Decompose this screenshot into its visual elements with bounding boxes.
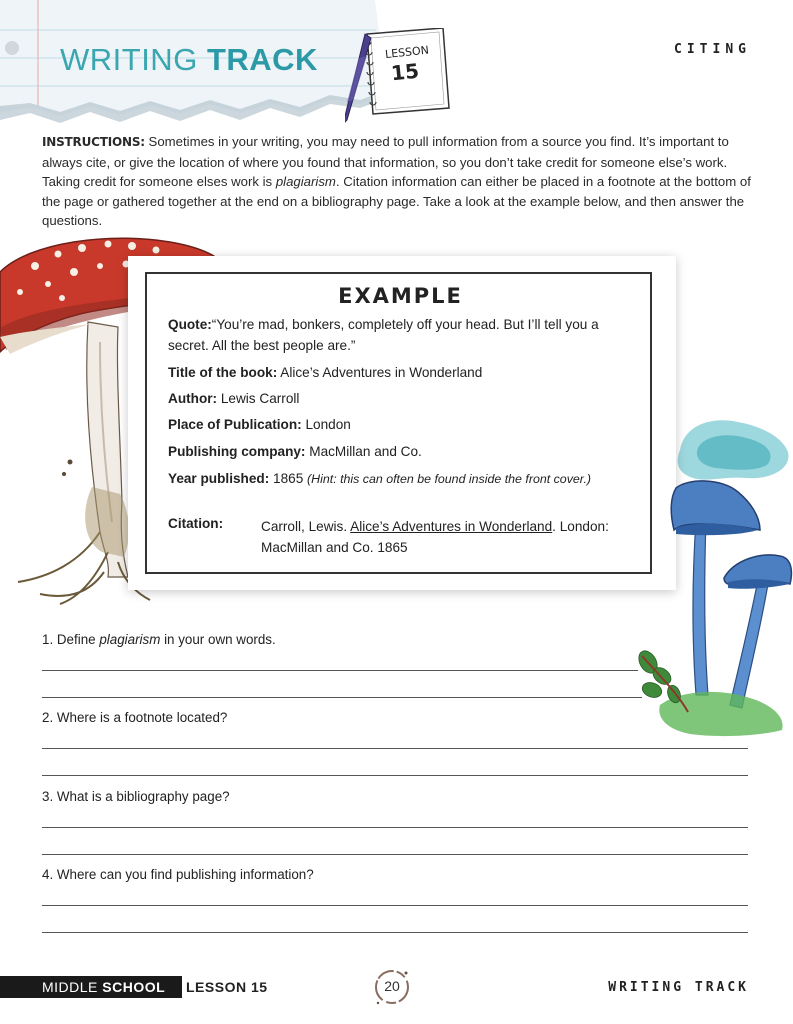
company-value: MacMillan and Co. <box>305 444 422 459</box>
citation-text <box>261 516 636 558</box>
title-bold: TRACK <box>206 42 318 77</box>
question-2: 2. Where is a footnote located? <box>42 710 228 725</box>
q1-pre: 1. Define <box>42 632 100 647</box>
section-label: CITING <box>674 42 751 57</box>
answer-line-1a[interactable] <box>42 670 638 671</box>
answer-line-1b[interactable] <box>42 697 642 698</box>
q1-term: plagiarism <box>99 632 161 647</box>
author-label: Author: <box>168 391 218 406</box>
instructions-paragraph <box>42 132 754 231</box>
example-year <box>168 468 638 490</box>
footer-brand-bold: SCHOOL <box>102 979 166 995</box>
instructions-text-1: Sometimes in your writing, you may need to pull information from a source you find. It’s important to always cite, or give the location of where you found that information, so you don’t take credit for someone else’s work. Taking credit for someone elses work is <box>42 134 729 190</box>
year-hint: (Hint: this can often be found inside the front cover.) <box>307 472 592 486</box>
author-value: Lewis Carroll <box>217 391 300 406</box>
page-number: 20 <box>384 978 400 994</box>
page-title <box>60 42 318 78</box>
example-author <box>168 388 628 409</box>
answer-line-4b[interactable] <box>42 932 748 933</box>
lesson-word: LESSON <box>384 43 430 62</box>
title-value: Alice’s Adventures in Wonderland <box>277 365 483 380</box>
footer-brand-light: MIDDLE <box>42 979 103 995</box>
instructions-label: INSTRUCTIONS: <box>42 135 145 149</box>
place-label: Place of Publication: <box>168 417 302 432</box>
answer-line-2a[interactable] <box>42 748 748 749</box>
example-title <box>168 362 628 383</box>
place-value: London <box>301 417 351 432</box>
example-place <box>168 414 628 435</box>
example-company <box>168 441 628 462</box>
answer-line-4a[interactable] <box>42 905 748 906</box>
citation-author: Carroll, Lewis. <box>261 519 351 534</box>
footer-brand <box>42 979 165 995</box>
company-label: Publishing company: <box>168 444 306 459</box>
teal-watercolor-splash <box>660 410 793 490</box>
year-label: Year published: <box>168 471 270 486</box>
title-light: WRITING <box>60 42 198 77</box>
answer-line-3a[interactable] <box>42 827 748 828</box>
question-4: 4. Where can you find publishing information? <box>42 867 314 882</box>
quote-value: “You’re mad, bonkers, completely off your head. But I’ll tell you a secret. All the best people are.” <box>168 317 599 353</box>
quote-label: Quote: <box>168 317 212 332</box>
question-1 <box>42 632 276 647</box>
blue-mushrooms-illustration <box>630 480 793 750</box>
question-3: 3. What is a bibliography page? <box>42 789 230 804</box>
answer-line-3b[interactable] <box>42 854 748 855</box>
example-quote <box>168 314 628 356</box>
instructions-text-2: . Citation information can either be placed in a footnote at the bottom of the page or gathered together at the end on a bibliography page. Take a look at the example below, and then answer the questions. <box>42 174 751 229</box>
year-value: 1865 <box>269 471 308 486</box>
instructions-term: plagiarism <box>275 174 336 190</box>
footer-track: WRITING TRACK <box>608 980 749 995</box>
answer-line-2b[interactable] <box>42 775 748 776</box>
example-heading: EXAMPLE <box>338 284 463 308</box>
citation-title: Alice’s Adventures in Wonderland <box>350 519 553 534</box>
footer-lesson: LESSON 15 <box>186 979 268 995</box>
title-label: Title of the book: <box>168 365 278 380</box>
citation-rest: . London: MacMillan and Co. 1865 <box>261 519 609 555</box>
citation-label: Citation: <box>168 516 224 531</box>
lesson-number: 15 <box>389 58 421 86</box>
q1-post: in your own words. <box>160 632 276 647</box>
